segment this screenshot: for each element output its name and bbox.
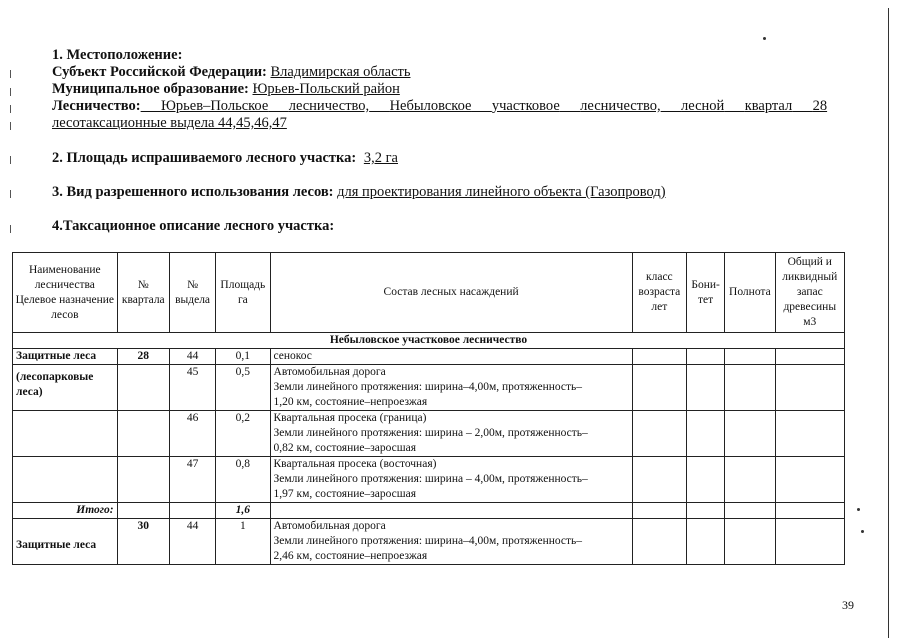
forestry-label: Лесничество: bbox=[52, 98, 141, 114]
cell-empty bbox=[117, 503, 169, 519]
header-vydel: № выдела bbox=[169, 253, 215, 333]
composition-line: Земли линейного протяжения: ширина – 4,00м, протяженность– bbox=[273, 473, 588, 485]
header-kvartal: № квартала bbox=[117, 253, 169, 333]
margin-mark bbox=[10, 88, 11, 96]
composition-line: Земли линейного протяжения: ширина – 2,00м, протяженность– bbox=[273, 427, 588, 439]
total-area: 1,6 bbox=[216, 503, 270, 519]
area-label: 2. Площадь испрашиваемого лесного участка: bbox=[52, 150, 357, 166]
margin-mark bbox=[10, 122, 11, 130]
cell-empty bbox=[632, 457, 686, 503]
subheading-forestry: Небыловское участковое лесничество bbox=[13, 333, 845, 349]
cell-empty bbox=[775, 349, 844, 365]
scan-speck bbox=[861, 530, 864, 533]
cell-name: Защитные леса bbox=[13, 349, 118, 365]
cell-vydel: 44 bbox=[169, 519, 215, 565]
composition-line: Квартальная просека (восточная) bbox=[273, 458, 437, 470]
cell-empty bbox=[775, 503, 844, 519]
cell-vydel: 47 bbox=[169, 457, 215, 503]
subject-value: Владимирская область bbox=[270, 64, 411, 80]
cell-empty bbox=[775, 457, 844, 503]
cell-vydel: 46 bbox=[169, 411, 215, 457]
cell-empty bbox=[632, 519, 686, 565]
margin-mark bbox=[10, 156, 11, 164]
header-composition: Состав лесных насаждений bbox=[270, 253, 632, 333]
table-header-row bbox=[13, 253, 845, 333]
cell-kvartal: 30 bbox=[117, 519, 169, 565]
cell-vydel: 45 bbox=[169, 365, 215, 411]
composition-line: Земли линейного протяжения: ширина–4,00м, протяженность– bbox=[273, 381, 583, 393]
table-row bbox=[13, 457, 845, 503]
usage-value: для проектирования линейного объекта (Газопровод) bbox=[337, 184, 666, 200]
cell-empty bbox=[725, 457, 775, 503]
cell-empty bbox=[687, 349, 725, 365]
usage-label: 3. Вид разрешенного использования лесов: bbox=[52, 184, 334, 200]
forestry-word: лесной bbox=[681, 98, 725, 114]
forestry-word: квартал bbox=[744, 98, 793, 114]
table-row bbox=[13, 365, 845, 411]
cell-empty bbox=[775, 365, 844, 411]
cell-empty bbox=[632, 503, 686, 519]
forestry-word: участковое bbox=[491, 98, 560, 114]
cell-empty bbox=[270, 503, 632, 519]
cell-name: (лесопарковые леса) bbox=[13, 365, 118, 411]
header-age-class: класс возраста лет bbox=[632, 253, 686, 333]
scan-speck bbox=[763, 37, 766, 40]
cell-empty bbox=[725, 411, 775, 457]
cell-empty bbox=[687, 519, 725, 565]
header-density: Полнота bbox=[725, 253, 775, 333]
header-stock: Общий и ликвидный запас древесины м3 bbox=[775, 253, 844, 333]
cell-empty bbox=[725, 519, 775, 565]
taxation-table bbox=[12, 252, 845, 565]
composition-line: Автомобильная дорога bbox=[273, 366, 386, 378]
page-edge-line bbox=[888, 8, 889, 638]
cell-empty bbox=[687, 503, 725, 519]
cell-name bbox=[13, 457, 118, 503]
cell-kvartal bbox=[117, 411, 169, 457]
forestry-row bbox=[52, 98, 827, 115]
section-taxation-heading: 4.Таксационное описание лесного участка: bbox=[52, 218, 335, 234]
section-area bbox=[52, 150, 398, 167]
table-row bbox=[13, 519, 845, 565]
margin-mark bbox=[10, 190, 11, 198]
cell-area: 1 bbox=[216, 519, 270, 565]
page-number: 39 bbox=[842, 598, 854, 612]
cell-area: 0,2 bbox=[216, 411, 270, 457]
margin-mark bbox=[10, 225, 11, 233]
header-bonitet: Бони-тет bbox=[687, 253, 725, 333]
cell-empty bbox=[687, 365, 725, 411]
forestry-word: лесничество, bbox=[580, 98, 661, 114]
composition-line: 1,20 км, состояние–непроезжая bbox=[273, 396, 428, 408]
cell-empty bbox=[775, 519, 844, 565]
cell-composition bbox=[270, 457, 632, 503]
cell-empty bbox=[725, 349, 775, 365]
total-label: Итого: bbox=[13, 503, 118, 519]
cell-empty bbox=[725, 503, 775, 519]
section-usage bbox=[52, 184, 666, 201]
forestry-line-2: лесотаксационные выдела 44,45,46,47 bbox=[52, 115, 287, 131]
cell-kvartal: 28 bbox=[117, 349, 169, 365]
composition-line: Квартальная просека (граница) bbox=[273, 412, 427, 424]
cell-empty bbox=[775, 411, 844, 457]
header-area: Площадь га bbox=[216, 253, 270, 333]
cell-name bbox=[13, 411, 118, 457]
cell-area: 0,8 bbox=[216, 457, 270, 503]
cell-name: Защитные леса bbox=[13, 519, 118, 565]
composition-line: 0,82 км, состояние–заросшая bbox=[273, 442, 417, 454]
cell-empty bbox=[632, 365, 686, 411]
forestry-word: Небыловское bbox=[389, 98, 472, 114]
area-value: 3,2 га bbox=[363, 150, 398, 166]
cell-empty bbox=[632, 349, 686, 365]
cell-composition bbox=[270, 365, 632, 411]
cell-empty bbox=[725, 365, 775, 411]
municipal-value: Юрьев-Польский район bbox=[252, 81, 400, 97]
cell-empty bbox=[687, 411, 725, 457]
municipal-label: Муниципальное образование: bbox=[52, 81, 249, 97]
margin-mark bbox=[10, 105, 11, 113]
table-row bbox=[13, 411, 845, 457]
subject-row bbox=[52, 64, 827, 81]
cell-empty bbox=[632, 411, 686, 457]
forestry-word: 28 bbox=[812, 98, 828, 114]
cell-vydel: 44 bbox=[169, 349, 215, 365]
municipal-row bbox=[52, 81, 827, 98]
table-subheading-row bbox=[13, 333, 845, 349]
subject-label: Субъект Российской Федерации: bbox=[52, 64, 267, 80]
composition-line: Земли линейного протяжения: ширина–4,00м, протяженность– bbox=[273, 535, 583, 547]
cell-composition: сенокос bbox=[270, 349, 632, 365]
section-1-heading: 1. Местоположение: bbox=[52, 47, 183, 63]
forestry-word: лесничество, bbox=[288, 98, 370, 114]
margin-mark bbox=[10, 70, 11, 78]
cell-composition bbox=[270, 519, 632, 565]
section-location bbox=[52, 47, 827, 132]
cell-empty bbox=[169, 503, 215, 519]
header-name: Наименование лесничества Целевое назначение лесов bbox=[13, 253, 118, 333]
table-total-row bbox=[13, 503, 845, 519]
composition-line: 1,97 км, состояние–заросшая bbox=[273, 488, 417, 500]
cell-area: 0,5 bbox=[216, 365, 270, 411]
cell-area: 0,1 bbox=[216, 349, 270, 365]
cell-composition bbox=[270, 411, 632, 457]
table-row bbox=[13, 349, 845, 365]
cell-kvartal bbox=[117, 365, 169, 411]
cell-empty bbox=[687, 457, 725, 503]
forestry-word: Юрьев–Польское bbox=[161, 98, 269, 114]
cell-kvartal bbox=[117, 457, 169, 503]
composition-line: Автомобильная дорога bbox=[273, 520, 386, 532]
composition-line: 2,46 км, состояние–непроезжая bbox=[273, 550, 428, 562]
scan-speck bbox=[857, 508, 860, 511]
